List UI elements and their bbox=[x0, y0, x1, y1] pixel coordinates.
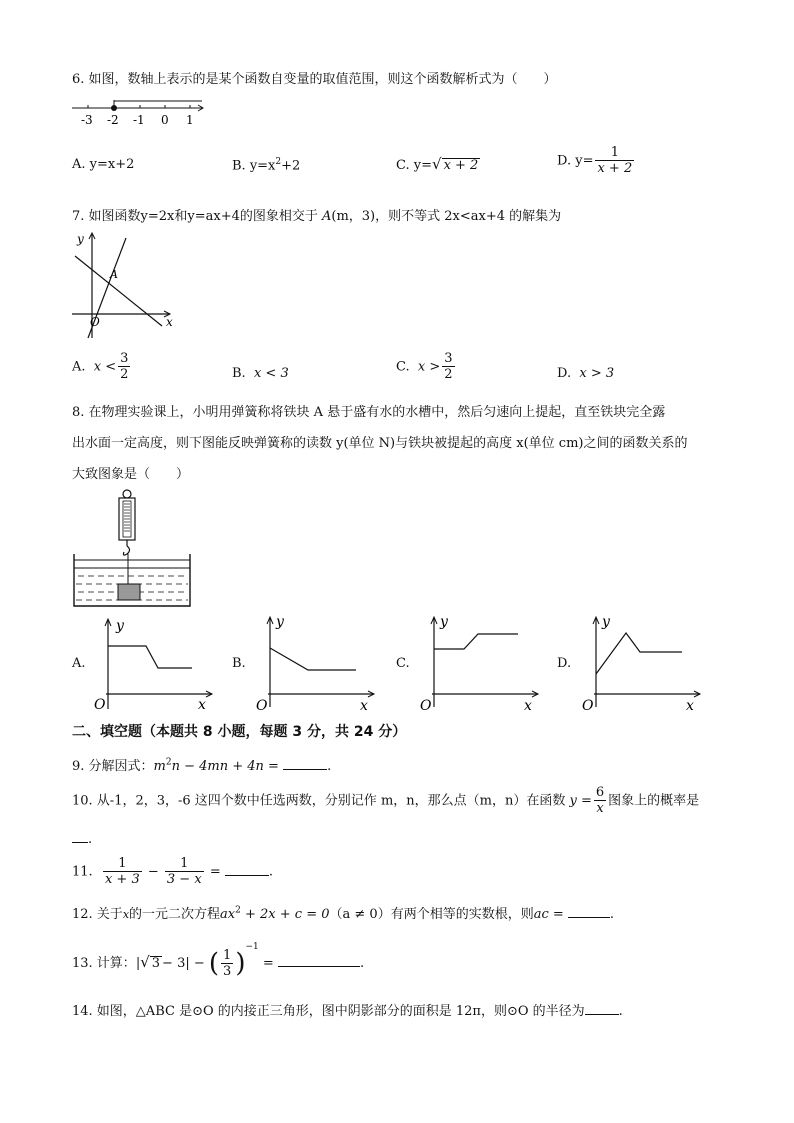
q8-option-c-graph[interactable] bbox=[414, 612, 544, 712]
q7-line-ax4 bbox=[75, 256, 162, 326]
q6-option-d[interactable]: D. y= $\frac{1}{x + 2}$ bbox=[557, 145, 633, 176]
q8-option-b-label[interactable]: B. bbox=[232, 656, 246, 671]
svg-text:x: x bbox=[198, 697, 206, 713]
q13: 13. 计算：|√ 3 − 3| − ( $\frac{1}{3}$ )$^{-1}$ = . bbox=[72, 942, 365, 979]
section-2-title: 二、填空题（本题共 8 小题，每题 3 分，共 24 分） bbox=[72, 724, 407, 740]
q8-option-c-label[interactable]: C. bbox=[396, 656, 410, 671]
q6-tick-label: 0 bbox=[161, 113, 169, 127]
q8-option-d-graph[interactable] bbox=[576, 612, 706, 712]
q11-answer-blank[interactable] bbox=[225, 864, 269, 876]
svg-text:y: y bbox=[440, 614, 448, 630]
q11: 11. $\frac{1}{x + 3}$ − $\frac{1}{3 - x}$ = . bbox=[72, 856, 273, 887]
svg-text:x: x bbox=[166, 315, 173, 329]
q14: 14. 如图，△ABC 是⊙O 的内接正三角形，图中阴影部分的面积是 12π，则⊙O 的半径为 . bbox=[72, 1004, 623, 1019]
q6-option-b[interactable]: B. $y=x^2+2$ bbox=[232, 157, 301, 174]
svg-text:A: A bbox=[110, 268, 118, 281]
q9-answer-blank[interactable] bbox=[283, 758, 327, 770]
svg-text:x: x bbox=[360, 698, 368, 712]
q8-stem-line2: 出水面一定高度，则下图能反映弹簧称的读数 y(单位 N)与铁块被提起的高度 x(单位 cm)之间的函数关系的 bbox=[72, 436, 688, 451]
q6-tick-label: 1 bbox=[186, 113, 194, 127]
svg-text:O: O bbox=[582, 698, 594, 712]
q7-option-d[interactable]: D. x > 3 bbox=[557, 366, 615, 381]
q12-answer-blank[interactable] bbox=[568, 906, 610, 918]
svg-text:y: y bbox=[116, 618, 124, 634]
q6-tick-label: -1 bbox=[133, 113, 145, 127]
svg-text:y: y bbox=[602, 614, 610, 630]
q8-option-a-graph[interactable] bbox=[88, 614, 218, 714]
q12: 12. 关于x的一元二次方程$ax^2 + 2x + c = 0(a \ne 0)$有两个相等的实数根，则ac = . bbox=[72, 905, 615, 922]
q10: 10. 从-1，2，3，-6 这四个数中任选两数，分别记作 m，n，那么点（m，n）在函数 y = $\frac{6}{x}$ 图象上的概率是 bbox=[72, 785, 700, 816]
q6-tick-label: -2 bbox=[107, 113, 119, 127]
q6-option-a[interactable]: A. y=x+2 bbox=[72, 157, 135, 172]
q7-option-a[interactable]: A. x < $\frac{3}{2}$ bbox=[72, 351, 129, 382]
q10-answer-line: . bbox=[72, 831, 92, 847]
q8-stem-line3: 大致图象是（ ） bbox=[72, 467, 190, 482]
q8-stem-line1: 8. 在物理实验课上，小明用弹簧称将铁块 A 悬于盛有水的水槽中，然后匀速向上提起，直至铁块完全露 bbox=[72, 405, 666, 420]
q13-answer-blank[interactable] bbox=[278, 955, 360, 967]
q8-apparatus-illustration bbox=[72, 488, 202, 613]
q7-option-b[interactable]: B. x < 3 bbox=[232, 366, 289, 381]
svg-text:y: y bbox=[276, 614, 284, 630]
svg-text:O: O bbox=[94, 697, 106, 713]
q7-graph bbox=[70, 228, 180, 343]
q8-option-b-graph[interactable] bbox=[250, 612, 380, 712]
q6-number-line bbox=[70, 100, 210, 130]
q6-tick-label: -3 bbox=[81, 113, 93, 127]
q6-stem: 6. 如图，数轴上表示的是某个函数自变量的取值范围，则这个函数解析式为（ ） bbox=[72, 72, 557, 87]
svg-text:x: x bbox=[524, 698, 532, 712]
svg-text:y: y bbox=[77, 232, 84, 246]
svg-text:x: x bbox=[686, 698, 694, 712]
q8-option-a-label[interactable]: A. bbox=[72, 656, 86, 671]
q6-solid-dot bbox=[111, 105, 117, 111]
q6-option-c[interactable]: C. y=√ x + 2 bbox=[396, 155, 479, 173]
q14-answer-blank[interactable] bbox=[585, 1003, 619, 1015]
q7-option-c[interactable]: C. x > $\frac{3}{2}$ bbox=[396, 351, 453, 382]
svg-text:O: O bbox=[256, 698, 268, 712]
q10-answer-blank[interactable] bbox=[72, 831, 88, 843]
q7-stem: 7. 如图函数y=2x和y=ax+4的图象相交于 A(m，3)，则不等式 2x<ax+4 的解集为 bbox=[72, 209, 562, 224]
q8-option-d-label[interactable]: D. bbox=[557, 656, 572, 671]
svg-text:O: O bbox=[420, 698, 432, 712]
q9: 9. 分解因式：$m^2n - 4mn + 4n$ = . bbox=[72, 757, 332, 774]
svg-text:O: O bbox=[90, 315, 100, 329]
